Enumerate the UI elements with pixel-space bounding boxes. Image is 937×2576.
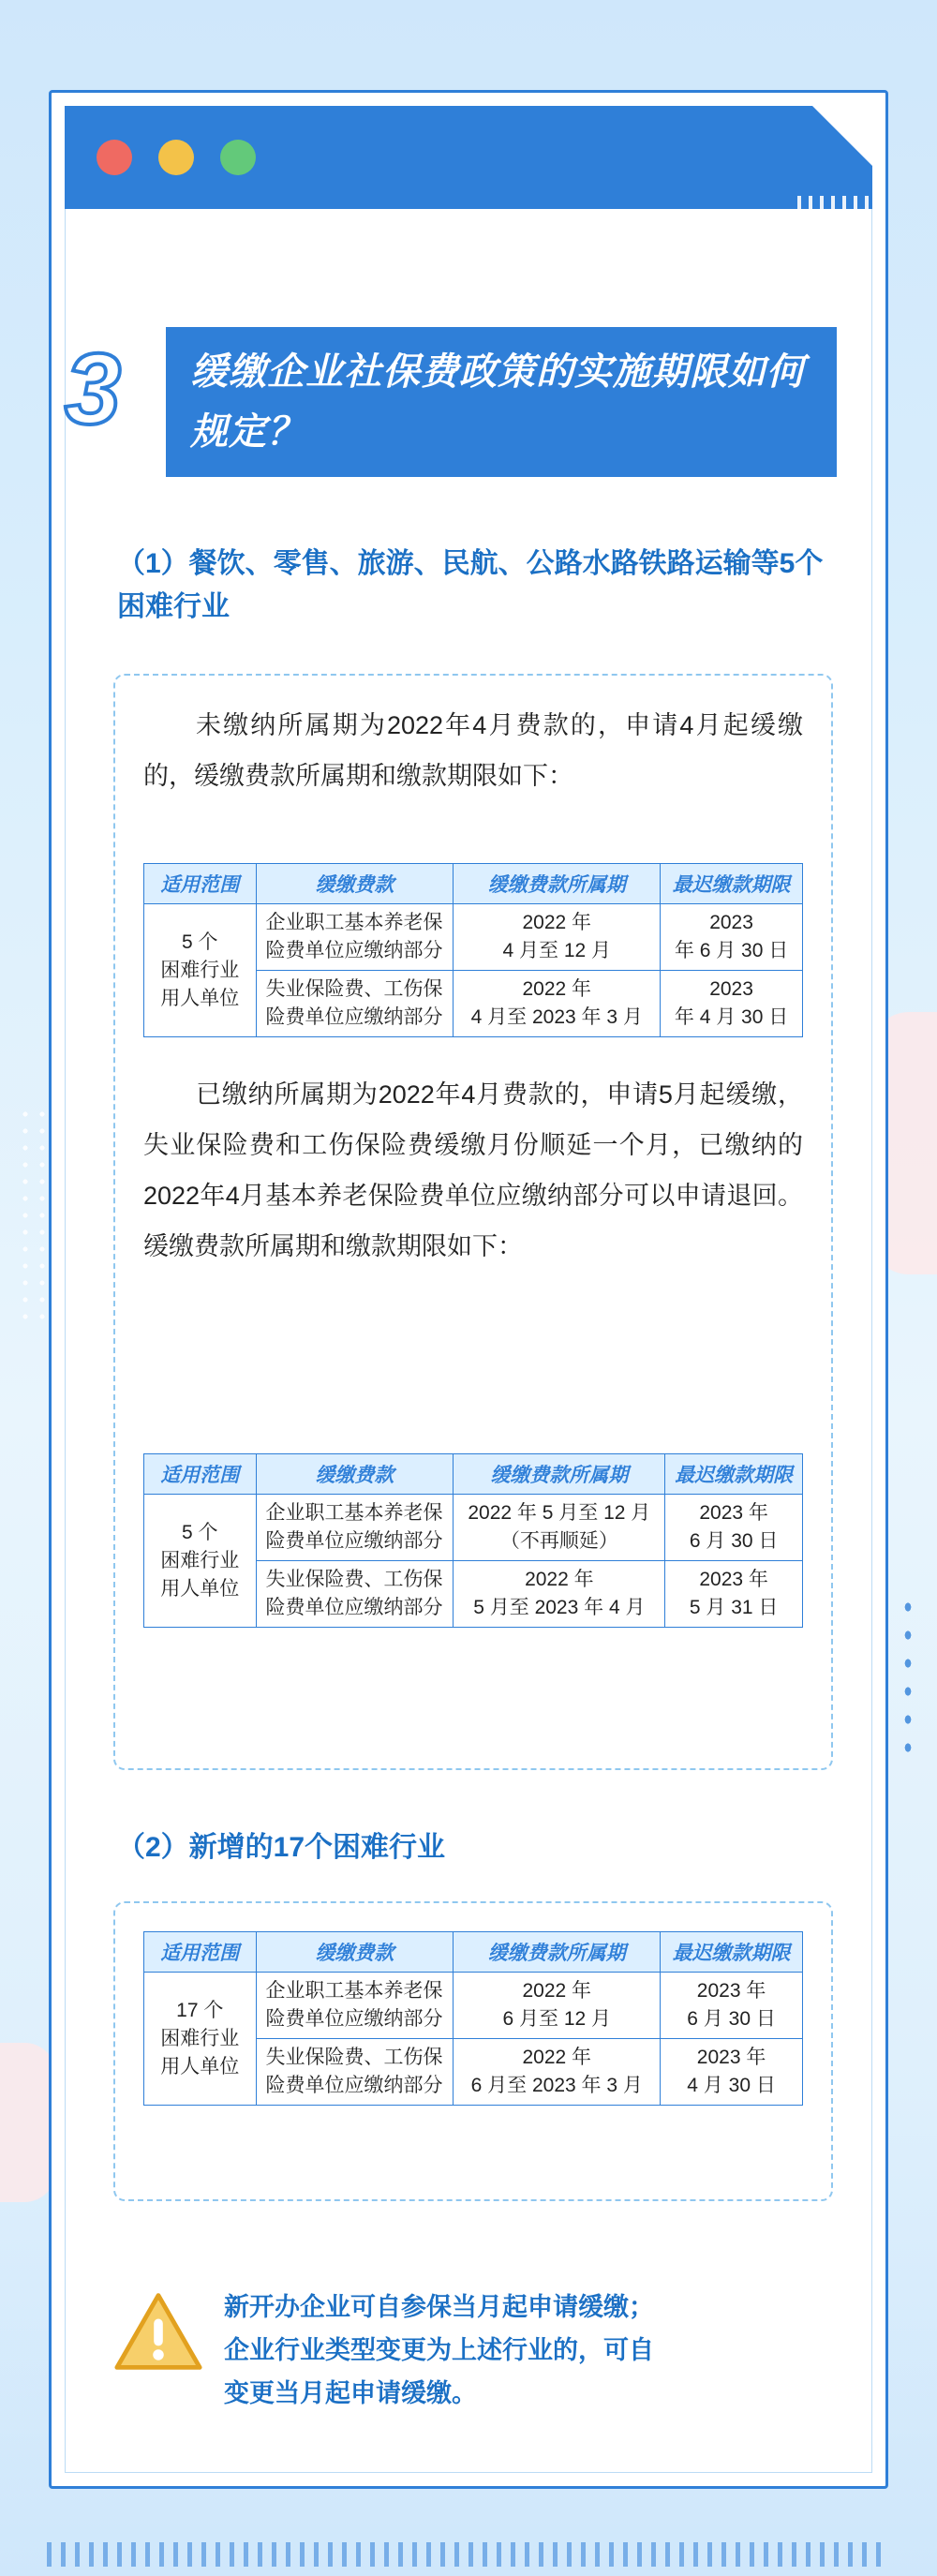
table-2-col-scope: 适用范围: [144, 1454, 257, 1495]
table-2-r1-period-line-2: （不再顺延）: [499, 1530, 618, 1552]
table-1-scope-line-1: 5 个: [181, 931, 218, 953]
table-2-r1-period-line-1: 2022 年 5 月至 12 月: [468, 1502, 651, 1524]
poster-card: [49, 90, 888, 2489]
table-1-col-scope: 适用范围: [144, 864, 257, 904]
table-2-r2-item: [256, 1561, 454, 1628]
table-2-r2-period-line-2: 5 月至 2023 年 4 月: [473, 1597, 646, 1618]
table-2-r2-item-line-2: 险费单位应缴纳部分: [265, 1597, 443, 1618]
section-2-title: （2）新增的17个困难行业: [117, 1832, 446, 1863]
table-3-r1-period: [454, 1973, 661, 2039]
table-1-r1-period: [454, 904, 661, 971]
table-1-r2-deadline-line-2: 年 4 月 30 日: [674, 1006, 789, 1028]
page-title: 缓缴企业社保费政策的实施期限如何规定？: [166, 327, 837, 477]
table-1-col-period: 缓缴费款所属期: [454, 864, 661, 904]
table-1-col-deadline: 最迟缴款期限: [661, 864, 803, 904]
table-3-r1-deadline-line-2: 6 月 30 日: [687, 2008, 776, 2030]
table-2-r2-deadline-line-1: 2023 年: [699, 1569, 768, 1590]
note-line-1: 新开办企业可自参保当月起申请缓缴；: [224, 2293, 654, 2321]
table-3-r2-item-line-2: 险费单位应缴纳部分: [265, 2075, 443, 2096]
section-number: [65, 332, 145, 445]
table-3-r1-item-line-2: 险费单位应缴纳部分: [265, 2008, 443, 2030]
table-3-r2-period-line-2: 6 月至 2023 年 3 月: [470, 2075, 643, 2096]
table-row: [144, 1495, 803, 1561]
table-2-scope-line-3: 用人单位: [160, 1577, 240, 1600]
table-2-r2-item-line-1: 失业保险费、工伤保: [265, 1569, 443, 1590]
decor-stripes-bottom: [47, 2542, 890, 2567]
table-2-r1-period: [454, 1495, 665, 1561]
table-1-r1-deadline-line-1: 2023: [709, 912, 753, 933]
section-1-title: （1）餐饮、零售、旅游、民航、公路水路铁路运输等5个困难行业: [117, 548, 824, 622]
table-row: [144, 1973, 803, 2039]
table-1-r1-deadline-line-2: 年 6 月 30 日: [674, 940, 789, 961]
table-1: [143, 863, 803, 1037]
table-2-scope-line-1: 5 个: [181, 1521, 218, 1543]
table-1-r2-item-line-1: 失业保险费、工伤保: [265, 978, 443, 1000]
table-2-r1-deadline: [665, 1495, 803, 1561]
minimize-dot-icon[interactable]: [158, 140, 194, 175]
table-1-scope-line-3: 用人单位: [160, 987, 240, 1009]
table-2-r2-deadline-line-2: 5 月 31 日: [689, 1597, 779, 1618]
heading-block: [65, 327, 837, 477]
table-1-r1-period-line-2: 4 月至 12 月: [502, 940, 612, 961]
table-3-r1-deadline: [661, 1973, 803, 2039]
table-3-header-row: [144, 1932, 803, 1973]
table-1-scope-cell: [144, 904, 257, 1037]
section-1-paragraph-1: 未缴纳所属期为2022年4月费款的，申请4月起缓缴的，缓缴费款所属期和缴款期限如下：: [143, 711, 803, 790]
table-1-r2-deadline-line-1: 2023: [709, 978, 753, 1000]
table-2-r1-item-line-1: 企业职工基本养老保: [265, 1502, 443, 1524]
maximize-dot-icon[interactable]: [220, 140, 256, 175]
table-2-col-deadline: 最迟缴款期限: [665, 1454, 803, 1495]
section-1-paragraph-2: 已缴纳所属期为2022年4月费款的，申请5月起缓缴，失业保险费和工伤保险费缓缴月份顺延一个月，已缴纳的2022年4月基本养老保险费单位应缴纳部分可以申请退回。缓缴费款所属期和缴款期限如下：: [143, 1080, 803, 1260]
table-3-r1-item: [256, 1973, 454, 2039]
table-3-col-period: 缓缴费款所属期: [454, 1932, 661, 1973]
section-1-content: [113, 674, 833, 1770]
window-controls: [97, 140, 256, 175]
section-2-content: [113, 1901, 833, 2201]
table-2-col-item: 缓缴费款: [256, 1454, 454, 1495]
table-1-r2-period-line-1: 2022 年: [522, 978, 592, 1000]
decor-blob-left: [0, 2043, 56, 2202]
table-2-r2-period: [454, 1561, 665, 1628]
table-2-r1-item-line-2: 险费单位应缴纳部分: [265, 1530, 443, 1552]
table-2-r1-deadline-line-2: 6 月 30 日: [689, 1530, 779, 1552]
table-3-scope-line-1: 17 个: [176, 1999, 224, 2021]
table-3-r2-period-line-1: 2022 年: [522, 2047, 592, 2068]
table-3-col-item: 缓缴费款: [256, 1932, 454, 1973]
table-3-r2-period: [454, 2039, 661, 2106]
table-3-r2-item: [256, 2039, 454, 2106]
section-number-text: 3: [65, 332, 122, 445]
table-1-r2-item: [256, 971, 454, 1037]
table-2-scope-line-2: 困难行业: [160, 1549, 240, 1571]
table-1-scope-line-2: 困难行业: [160, 959, 240, 981]
table-3-r2-deadline-line-1: 2023 年: [696, 2047, 766, 2068]
close-dot-icon[interactable]: [97, 140, 132, 175]
table-3-r2-item-line-1: 失业保险费、工伤保: [265, 2047, 443, 2068]
table-3-r1-item-line-1: 企业职工基本养老保: [265, 1980, 443, 2002]
table-3: [143, 1931, 803, 2106]
table-3-col-deadline: 最迟缴款期限: [661, 1932, 803, 1973]
warning-triangle-icon: [113, 2291, 203, 2372]
table-2-r2-deadline: [665, 1561, 803, 1628]
table-2-r2-period-line-1: 2022 年: [525, 1569, 594, 1590]
table-1-r1-deadline: [661, 904, 803, 971]
table-1-col-item: 缓缴费款: [256, 864, 454, 904]
table-3-r2-deadline: [661, 2039, 803, 2106]
decor-stripes-top: [797, 196, 876, 308]
table-1-r2-period-line-2: 4 月至 2023 年 3 月: [470, 1006, 643, 1028]
table-2-r1-item: [256, 1495, 454, 1561]
table-3-col-scope: 适用范围: [144, 1932, 257, 1973]
decor-dots-right: [898, 1593, 922, 1762]
note-line-3: 变更当月起申请缓缴。: [224, 2379, 477, 2407]
table-1-r1-period-line-1: 2022 年: [522, 912, 592, 933]
table-1-r1-item: [256, 904, 454, 971]
table-1-header-row: [144, 864, 803, 904]
table-1-r2-item-line-2: 险费单位应缴纳部分: [265, 1006, 443, 1028]
corner-fold-decoration: [812, 106, 872, 166]
table-row: [144, 904, 803, 971]
note-line-2: 企业行业类型变更为上述行业的，可自: [224, 2336, 654, 2364]
table-2-header-row: [144, 1454, 803, 1495]
table-3-r1-period-line-2: 6 月至 12 月: [502, 2008, 612, 2030]
table-1-r2-deadline: [661, 971, 803, 1037]
note-text: [224, 2276, 654, 2415]
table-3-scope-line-3: 用人单位: [160, 2055, 240, 2077]
window-titlebar: [65, 106, 872, 209]
table-3-r1-period-line-1: 2022 年: [522, 1980, 592, 2002]
table-3-scope-line-2: 困难行业: [160, 2027, 240, 2049]
table-3-r2-deadline-line-2: 4 月 30 日: [687, 2075, 776, 2096]
table-1-r2-period: [454, 971, 661, 1037]
table-1-r1-item-line-1: 企业职工基本养老保: [265, 912, 443, 933]
table-3-r1-deadline-line-1: 2023 年: [696, 1980, 766, 2002]
table-2-scope-cell: [144, 1495, 257, 1628]
table-2: [143, 1453, 803, 1628]
table-2-col-period: 缓缴费款所属期: [454, 1454, 665, 1495]
note-block: [113, 2276, 833, 2454]
table-3-scope-cell: [144, 1973, 257, 2106]
table-1-r1-item-line-2: 险费单位应缴纳部分: [265, 940, 443, 961]
table-2-r1-deadline-line-1: 2023 年: [699, 1502, 768, 1524]
